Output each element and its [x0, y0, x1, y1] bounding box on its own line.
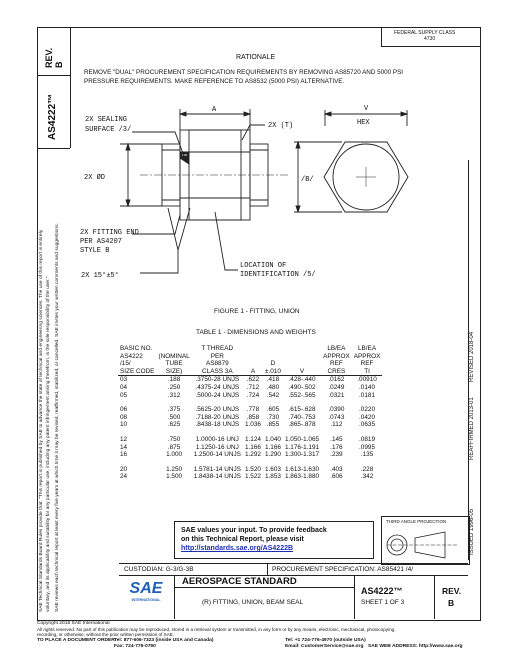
table-header-cell: LB/EA: [327, 345, 346, 352]
table-header-cell: [263, 353, 283, 361]
feedback-link[interactable]: http://standards.sae.org/AS4222B: [181, 545, 294, 552]
table-cell: .239: [330, 451, 343, 459]
table-header-cell: TUBE: [165, 360, 183, 368]
table-cell: .428-.440: [288, 376, 316, 384]
issued-date: ISSUED 1996-05: [469, 508, 475, 555]
table-cell: 04: [120, 383, 128, 391]
table-cell: .228: [360, 465, 374, 473]
custodian-divider: [267, 563, 268, 575]
table-header-cell: (NOMINAL: [158, 352, 190, 360]
left-column-divider: [70, 75, 71, 148]
logo-divider: [174, 575, 175, 619]
table-cell: 16: [120, 451, 128, 459]
table-header-row: [118, 360, 382, 368]
table-header-cell: TI: [352, 368, 383, 376]
rev-divider: [434, 575, 435, 619]
table-header-cell: AS4222: [120, 352, 143, 360]
table-cell: .312: [167, 391, 181, 399]
table-header-cell: V: [283, 368, 321, 376]
table-group-gap: [118, 399, 382, 406]
table-cell: 1.050-1.065: [284, 435, 320, 443]
table-cell: .712: [246, 383, 260, 391]
table-cell: .0819: [359, 435, 376, 443]
table-row: [118, 444, 382, 452]
table-cell: .875: [167, 443, 181, 451]
dimensions-table: [118, 345, 382, 481]
table-cell: .490-.502: [288, 383, 316, 391]
rev-box-divider: [70, 27, 71, 75]
table-header-cell: [283, 360, 321, 368]
table-header-cell: SIZE): [156, 368, 191, 376]
standard-title: AEROSPACE STANDARD: [182, 576, 297, 587]
table-cell: .0635: [359, 421, 376, 429]
table-cell: .615-.628: [288, 406, 316, 414]
table-cell: 1.603: [264, 465, 281, 473]
side-note-3: SAE reviews each technical report at least every five years at which time it may be revised, reaffirmed, stabilized, or cancelled. SAE invites your written comments and suggestions.: [55, 223, 60, 612]
table-header-cell: BASIC NO.: [120, 345, 153, 352]
label-2x-t: 2X (T): [268, 122, 294, 130]
table-row: [118, 376, 382, 384]
table-cell: .0321: [328, 391, 345, 399]
table-cell: 1.124: [244, 435, 261, 443]
table-cell: .0390: [328, 406, 345, 414]
table-header-cell: APPROX: [353, 352, 381, 360]
table-row: [118, 473, 382, 481]
table-header-cell: REF: [330, 360, 343, 368]
side-note-2: voluntary, and its applicability and suitability for any particular use, including any patent infringement arising therefrom, is the sole responsibility of the user.": [46, 276, 51, 612]
table-cell: .418: [266, 376, 280, 384]
table-header-cell: D: [270, 360, 276, 368]
table-gap-cell: [118, 459, 382, 466]
table-cell: 1.5781-14 UNJS: [193, 465, 241, 473]
rev-box-bottom: [37, 75, 70, 76]
table-row: [118, 421, 382, 429]
label-location-1: LOCATION OF: [240, 262, 287, 270]
table-row: [118, 414, 382, 422]
side-note-1: SAE Technical Standards Board Rules provide that: "This report is published by SAE to advance the state of technical and engineering sciences. The use of this report is entirely: [39, 229, 44, 612]
footer-order-label: TO PLACE A DOCUMENT ORDER:: [37, 638, 117, 643]
rationale-text-2: PRESSURE REQUIREMENTS. MAKE REFERENCE TO AS8532 (5000 PSI) ALTERNATIVE.: [84, 78, 345, 85]
footer-tel-us: Tel: 877-606-7323 (inside USA and Canada): [114, 638, 214, 643]
table-cell: .7188-20 UNJS: [195, 413, 240, 421]
table-group-gap: [118, 429, 382, 436]
feedback-line-1: SAE values your input. To provide feedback: [181, 527, 327, 534]
table-header-cell: APPROX: [323, 352, 350, 360]
table-cell: .730: [266, 413, 280, 421]
table-cell: 05: [120, 391, 128, 399]
table-header-cell: [263, 345, 283, 353]
table-gap-cell: [118, 399, 382, 406]
reaffirmed-date: REAFFIRMED 2013-01: [469, 397, 475, 460]
doc-number-divider: [354, 575, 355, 619]
table-header-row: [118, 345, 382, 353]
rev-value: B: [448, 598, 455, 608]
table-cell: 1.2500-14 UNJS: [193, 451, 241, 459]
table-header-row: [118, 368, 382, 376]
table-cell: .0162: [328, 376, 345, 384]
table-cell: 1.613-1.630: [284, 465, 320, 473]
part-title: (R) FITTING, UNION, BEAM SEAL: [202, 599, 304, 606]
label-b: /B/: [301, 176, 314, 184]
table-cell: .0220: [359, 406, 376, 414]
table-cell: .0181: [359, 391, 376, 399]
table-cell: .740-.753: [288, 413, 316, 421]
table-cell: .778: [246, 406, 260, 414]
table-cell: .0743: [328, 413, 345, 421]
table-cell: 1.250: [166, 465, 183, 473]
table-row: [118, 384, 382, 392]
table-header-cell: A: [243, 368, 263, 376]
title-block-top: [119, 563, 468, 564]
label-fitting-3: STYLE B: [80, 247, 110, 255]
table-cell: .865-.878: [288, 421, 316, 429]
table-row: [118, 392, 382, 400]
label-fitting-1: 2X FITTING END: [80, 229, 139, 237]
table-cell: .4375-24 UNJS: [195, 383, 240, 391]
label-2x-d: 2X ØD: [84, 174, 106, 182]
table-cell: 1.300-1.317: [284, 451, 320, 459]
feedback-box: [174, 521, 374, 559]
table-header-cell: PER: [210, 352, 224, 360]
table-row: [118, 406, 382, 414]
table-cell: .542: [266, 391, 280, 399]
table-header-cell: [243, 345, 263, 353]
table-cell: .858: [246, 413, 260, 421]
label-angle: 2X 15°±5°: [81, 272, 119, 280]
table-cell: .145: [330, 435, 343, 443]
table-group-gap: [118, 459, 382, 466]
table-cell: 1.176-1.191: [284, 443, 320, 451]
table-header-cell: [283, 353, 321, 361]
table-cell: .8438-18 UNJS: [195, 421, 240, 429]
footer-fax: Fax: 724-776-0790: [114, 644, 156, 649]
doc-box-bottom: [37, 148, 70, 149]
table-cell: .5625-20 UNJS: [195, 406, 240, 414]
table-cell: 08: [120, 413, 128, 421]
table-cell: .135: [360, 451, 374, 459]
footer-copyright: Copyright 2018 SAE International: [37, 621, 110, 626]
table-cell: 1.036: [244, 421, 261, 429]
table-cell: 1.0000-16 UNJ: [195, 435, 239, 443]
table-header-cell: [243, 353, 263, 361]
table-cell: .605: [266, 406, 280, 414]
table-cell: 03: [120, 376, 128, 384]
table-cell: .480: [266, 383, 280, 391]
table-header-cell: CRES: [321, 368, 352, 376]
table-cell: 12: [120, 435, 128, 443]
table-cell: 1.520: [244, 465, 261, 473]
rationale-title: RATIONALE: [236, 54, 276, 61]
table-row: [118, 451, 382, 459]
table-header-row: [118, 353, 382, 361]
footer-rights-2: recording, or otherwise, without the prior written permission of SAE.: [37, 632, 175, 637]
table-header-cell: AS8879: [205, 360, 229, 368]
table-cell: .500: [167, 413, 181, 421]
custodian: CUSTODIAN: G-3/G-3B: [124, 566, 194, 573]
procurement: PROCUREMENT SPECIFICATION: AS85421 /4/: [272, 566, 413, 573]
revised-date: REVISED 2018-04: [469, 331, 475, 382]
footer-email: Email: CustomerService@sae.org: [285, 644, 364, 649]
table-cell: .375: [167, 406, 181, 414]
table-header-cell: [156, 345, 191, 353]
table-cell: .622: [246, 376, 260, 384]
table-header-cell: T THREAD: [201, 345, 234, 352]
sae-logo-text: SAE: [129, 580, 163, 597]
table-cell: 1.292: [244, 451, 261, 459]
table-header-cell: [243, 360, 263, 368]
table-cell: .724: [246, 391, 260, 399]
sae-logo: [129, 581, 163, 602]
table-cell: .112: [330, 421, 343, 429]
footer-rights-1: All rights reserved. No part of this publication may be reproduced, stored in a retrieval system or transmitted, in any form or by any means, electronic, mechanical, photocopying,: [37, 627, 396, 632]
label-v: V: [364, 105, 369, 113]
table-header-cell: ±.010: [263, 368, 283, 376]
table-cell: .0995: [359, 443, 376, 451]
table-title: TABLE 1 - DIMENSIONS AND WEIGHTS: [196, 329, 316, 336]
table-header-cell: [283, 345, 321, 353]
footer-tel-intl: Tel: +1 724-776-4970 (outside USA): [285, 638, 366, 643]
table-cell: .0420: [359, 413, 376, 421]
figure-caption: FIGURE 1 - FITTING, UNION: [214, 308, 300, 315]
fsc-label: FEDERAL SUPPLY CLASS: [394, 30, 456, 36]
sheet-number: SHEET 1 OF 3: [361, 599, 405, 606]
table-cell: 1.853: [264, 473, 281, 481]
label-location-2: IDENTIFICATION /5/: [240, 271, 316, 279]
label-sealing-1: 2X SEALING: [85, 116, 128, 124]
table-cell: 1.863-1.880: [284, 473, 320, 481]
doc-number: AS4222™: [361, 586, 403, 596]
rationale-text-1: REMOVE "DUAL" PROCUREMENT SPECIFICATION REQUIREMENTS BY REMOVING AS85720 AND 5000 PSI: [84, 69, 404, 76]
table-cell: .3750-28 UNJS: [195, 376, 240, 384]
fsc-value: 4730: [424, 36, 436, 42]
label-a: A: [212, 106, 217, 114]
table-cell: 20: [120, 465, 128, 473]
rev-side-label: REV. B: [44, 47, 64, 68]
table-cell: 1.8438-14 UNJS: [193, 473, 241, 481]
table-cell: .0140: [359, 383, 376, 391]
label-fitting-2: PER AS4207: [80, 238, 123, 246]
table-header-cell: LB/EA: [357, 345, 377, 352]
table-cell: .855: [266, 421, 280, 429]
feedback-line-2: on this Technical Report, please visit: [181, 536, 304, 543]
table-cell: 06: [120, 406, 128, 414]
table-cell: .750: [167, 435, 181, 443]
table-cell: .00910: [357, 376, 377, 384]
table-header-cell: REF: [360, 360, 374, 368]
sae-logo-sub: INTERNATIONAL: [131, 598, 161, 602]
table-cell: 1.000: [166, 451, 183, 459]
fitting-drawing: [80, 100, 450, 310]
table-cell: 1.166: [244, 443, 261, 451]
table-cell: 14: [120, 443, 128, 451]
table-cell: .552-.565: [288, 391, 316, 399]
table-cell: 1.500: [166, 473, 183, 481]
table-cell: .625: [167, 421, 181, 429]
table-header-cell: SIZE CODE: [120, 367, 155, 375]
table-cell: .0249: [328, 383, 345, 391]
table-row: [118, 436, 382, 444]
table-cell: .342: [360, 473, 374, 481]
table-cell: 1.040: [264, 435, 281, 443]
table-header-cell: CLASS 3A: [192, 368, 243, 376]
table-header-cell: /15/: [120, 360, 131, 368]
table-cell: .403: [330, 465, 343, 473]
table-row: [118, 466, 382, 474]
table-cell: 1.1250-16 UNJ: [195, 443, 239, 451]
table-cell: .188: [167, 376, 181, 384]
table-cell: 10: [120, 421, 128, 429]
label-sealing-2: SURFACE /3/: [85, 126, 132, 134]
standard-title-underline: [174, 587, 354, 588]
table-cell: 1.522: [244, 473, 261, 481]
table-gap-cell: [118, 429, 382, 436]
table-cell: .5000-24 UNJS: [195, 391, 240, 399]
projection-label: THIRD ANGLE PROJECTION: [386, 519, 447, 524]
table-cell: .606: [330, 473, 343, 481]
table-cell: 1.290: [264, 451, 281, 459]
table-cell: 24: [120, 473, 128, 481]
doc-number-side: AS4222™: [47, 93, 58, 140]
footer-web: SAE WEB ADDRESS: http://www.sae.org: [368, 644, 463, 649]
table-cell: .250: [167, 383, 181, 391]
projection-symbol: [385, 530, 463, 560]
label-hex: HEX: [357, 119, 370, 127]
rev-label: REV.: [442, 586, 462, 596]
table-cell: 1.166: [264, 443, 281, 451]
table-cell: .176: [330, 443, 343, 451]
